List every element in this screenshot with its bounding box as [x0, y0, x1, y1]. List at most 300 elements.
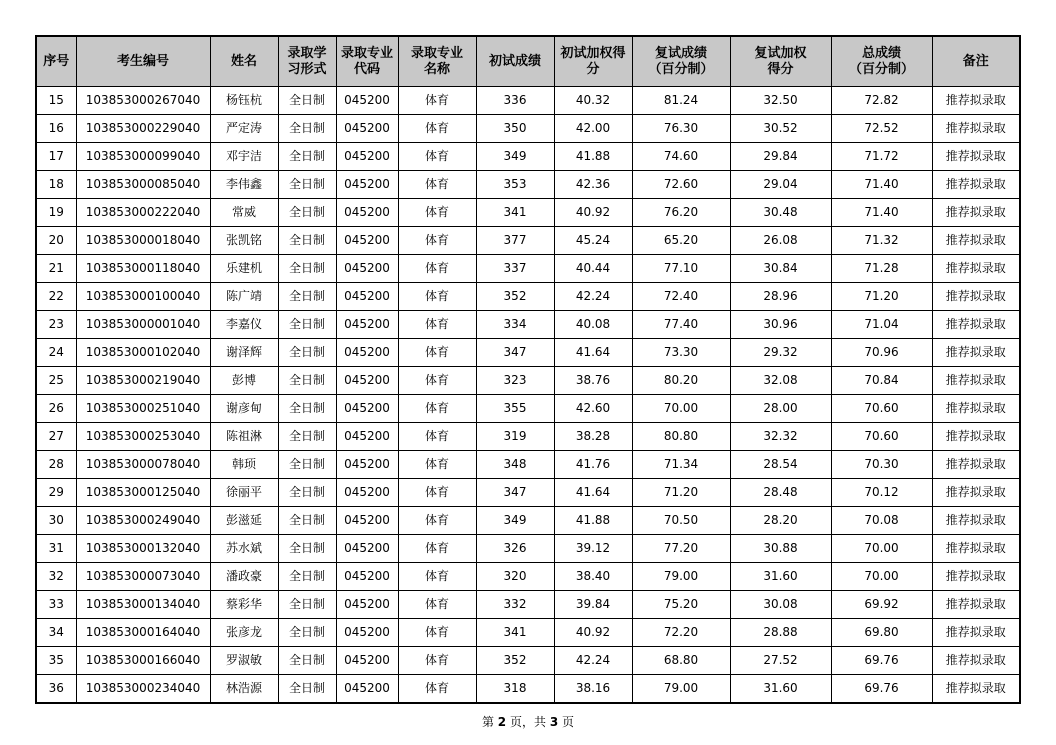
cell-major-name: 体育	[398, 255, 476, 283]
cell-total-score: 69.76	[831, 675, 932, 704]
cell-retest-weighted: 30.48	[730, 199, 831, 227]
header-major-code: 录取专业 代码	[336, 36, 398, 87]
cell-remark: 推荐拟录取	[932, 227, 1020, 255]
header-seq: 序号	[36, 36, 76, 87]
cell-major-name: 体育	[398, 367, 476, 395]
cell-total-score: 70.12	[831, 479, 932, 507]
cell-retest-weighted: 28.00	[730, 395, 831, 423]
cell-retest-weighted: 29.84	[730, 143, 831, 171]
table-row	[36, 311, 1020, 339]
cell-name: 张彦龙	[210, 619, 278, 647]
cell-retest-score: 79.00	[632, 675, 730, 704]
cell-name: 谢彦甸	[210, 395, 278, 423]
cell-name: 罗淑敏	[210, 647, 278, 675]
cell-major-code: 045200	[336, 87, 398, 115]
cell-retest-score: 76.30	[632, 115, 730, 143]
cell-retest-score: 77.20	[632, 535, 730, 563]
cell-major-code: 045200	[336, 591, 398, 619]
cell-seq: 35	[36, 647, 76, 675]
cell-major-name: 体育	[398, 675, 476, 704]
cell-initial-score: 347	[476, 339, 554, 367]
cell-initial-score: 349	[476, 507, 554, 535]
page-footer	[0, 713, 1056, 730]
cell-major-name: 体育	[398, 619, 476, 647]
cell-remark: 推荐拟录取	[932, 367, 1020, 395]
header-major-name: 录取专业 名称	[398, 36, 476, 87]
cell-study-form: 全日制	[278, 115, 336, 143]
cell-major-code: 045200	[336, 395, 398, 423]
cell-initial-weighted: 38.16	[554, 675, 632, 704]
cell-name: 陈祖淋	[210, 423, 278, 451]
cell-retest-weighted: 28.54	[730, 451, 831, 479]
cell-study-form: 全日制	[278, 227, 336, 255]
cell-retest-weighted: 28.48	[730, 479, 831, 507]
cell-retest-score: 72.40	[632, 283, 730, 311]
cell-seq: 16	[36, 115, 76, 143]
cell-initial-score: 350	[476, 115, 554, 143]
cell-initial-score: 341	[476, 619, 554, 647]
cell-initial-score: 320	[476, 563, 554, 591]
cell-remark: 推荐拟录取	[932, 675, 1020, 704]
cell-study-form: 全日制	[278, 311, 336, 339]
cell-retest-weighted: 29.04	[730, 171, 831, 199]
cell-exam-id: 103853000134040	[76, 591, 210, 619]
cell-retest-weighted: 29.32	[730, 339, 831, 367]
cell-study-form: 全日制	[278, 479, 336, 507]
cell-initial-weighted: 45.24	[554, 227, 632, 255]
cell-retest-weighted: 27.52	[730, 647, 831, 675]
table-row	[36, 423, 1020, 451]
cell-major-code: 045200	[336, 535, 398, 563]
cell-remark: 推荐拟录取	[932, 451, 1020, 479]
cell-exam-id: 103853000267040	[76, 87, 210, 115]
cell-major-code: 045200	[336, 451, 398, 479]
cell-retest-weighted: 30.08	[730, 591, 831, 619]
cell-initial-weighted: 42.00	[554, 115, 632, 143]
cell-seq: 34	[36, 619, 76, 647]
footer-total-pages: 3	[549, 715, 559, 729]
cell-retest-weighted: 28.96	[730, 283, 831, 311]
cell-seq: 17	[36, 143, 76, 171]
cell-major-code: 045200	[336, 115, 398, 143]
table-row	[36, 339, 1020, 367]
cell-retest-score: 80.80	[632, 423, 730, 451]
cell-initial-score: 319	[476, 423, 554, 451]
table-row	[36, 171, 1020, 199]
cell-seq: 25	[36, 367, 76, 395]
footer-middle: 页，共	[509, 715, 546, 729]
cell-initial-score: 352	[476, 647, 554, 675]
cell-major-code: 045200	[336, 311, 398, 339]
cell-retest-score: 72.20	[632, 619, 730, 647]
cell-initial-score: 334	[476, 311, 554, 339]
cell-exam-id: 103853000078040	[76, 451, 210, 479]
cell-seq: 28	[36, 451, 76, 479]
cell-remark: 推荐拟录取	[932, 395, 1020, 423]
cell-study-form: 全日制	[278, 143, 336, 171]
cell-name: 陈广靖	[210, 283, 278, 311]
cell-name: 韩顼	[210, 451, 278, 479]
cell-remark: 推荐拟录取	[932, 507, 1020, 535]
cell-seq: 19	[36, 199, 76, 227]
cell-total-score: 70.00	[831, 535, 932, 563]
cell-remark: 推荐拟录取	[932, 255, 1020, 283]
cell-study-form: 全日制	[278, 171, 336, 199]
cell-initial-score: 326	[476, 535, 554, 563]
header-row	[36, 36, 1020, 87]
table-row	[36, 283, 1020, 311]
header-retest-score: 复试成绩 （百分制）	[632, 36, 730, 87]
cell-initial-weighted: 42.60	[554, 395, 632, 423]
cell-initial-weighted: 40.92	[554, 199, 632, 227]
cell-total-score: 71.20	[831, 283, 932, 311]
cell-major-code: 045200	[336, 199, 398, 227]
cell-initial-weighted: 38.28	[554, 423, 632, 451]
cell-retest-score: 77.10	[632, 255, 730, 283]
cell-initial-score: 336	[476, 87, 554, 115]
cell-exam-id: 103853000219040	[76, 367, 210, 395]
cell-study-form: 全日制	[278, 647, 336, 675]
cell-seq: 26	[36, 395, 76, 423]
cell-total-score: 71.72	[831, 143, 932, 171]
cell-study-form: 全日制	[278, 395, 336, 423]
cell-seq: 22	[36, 283, 76, 311]
cell-retest-weighted: 30.84	[730, 255, 831, 283]
cell-initial-weighted: 40.32	[554, 87, 632, 115]
cell-seq: 29	[36, 479, 76, 507]
cell-remark: 推荐拟录取	[932, 619, 1020, 647]
cell-retest-score: 74.60	[632, 143, 730, 171]
cell-retest-score: 77.40	[632, 311, 730, 339]
cell-retest-weighted: 30.52	[730, 115, 831, 143]
table-row	[36, 507, 1020, 535]
cell-total-score: 72.52	[831, 115, 932, 143]
cell-initial-weighted: 42.24	[554, 647, 632, 675]
cell-initial-weighted: 41.88	[554, 507, 632, 535]
cell-initial-weighted: 38.76	[554, 367, 632, 395]
cell-name: 徐丽平	[210, 479, 278, 507]
cell-total-score: 70.60	[831, 423, 932, 451]
cell-exam-id: 103853000132040	[76, 535, 210, 563]
cell-name: 蔡彩华	[210, 591, 278, 619]
cell-study-form: 全日制	[278, 507, 336, 535]
cell-major-code: 045200	[336, 255, 398, 283]
cell-initial-score: 348	[476, 451, 554, 479]
cell-retest-weighted: 32.32	[730, 423, 831, 451]
header-retest-weighted: 复试加权 得分	[730, 36, 831, 87]
header-initial-weighted: 初试加权得 分	[554, 36, 632, 87]
table-row	[36, 451, 1020, 479]
cell-initial-weighted: 38.40	[554, 563, 632, 591]
cell-initial-score: 332	[476, 591, 554, 619]
cell-major-code: 045200	[336, 675, 398, 704]
cell-exam-id: 103853000102040	[76, 339, 210, 367]
cell-initial-score: 318	[476, 675, 554, 704]
cell-exam-id: 103853000164040	[76, 619, 210, 647]
cell-total-score: 71.40	[831, 199, 932, 227]
cell-initial-weighted: 42.36	[554, 171, 632, 199]
cell-remark: 推荐拟录取	[932, 479, 1020, 507]
cell-name: 李嘉仪	[210, 311, 278, 339]
cell-major-code: 045200	[336, 619, 398, 647]
cell-total-score: 71.04	[831, 311, 932, 339]
cell-exam-id: 103853000253040	[76, 423, 210, 451]
cell-major-name: 体育	[398, 535, 476, 563]
cell-major-name: 体育	[398, 591, 476, 619]
cell-major-name: 体育	[398, 479, 476, 507]
cell-study-form: 全日制	[278, 339, 336, 367]
cell-major-code: 045200	[336, 507, 398, 535]
cell-retest-weighted: 31.60	[730, 675, 831, 704]
header-total-score: 总成绩 （百分制）	[831, 36, 932, 87]
cell-exam-id: 103853000085040	[76, 171, 210, 199]
cell-seq: 23	[36, 311, 76, 339]
cell-initial-score: 353	[476, 171, 554, 199]
table-row	[36, 199, 1020, 227]
cell-total-score: 70.60	[831, 395, 932, 423]
cell-exam-id: 103853000249040	[76, 507, 210, 535]
cell-exam-id: 103853000234040	[76, 675, 210, 704]
cell-initial-weighted: 41.88	[554, 143, 632, 171]
cell-total-score: 70.00	[831, 563, 932, 591]
table-row	[36, 255, 1020, 283]
cell-total-score: 70.30	[831, 451, 932, 479]
cell-major-code: 045200	[336, 367, 398, 395]
cell-total-score: 72.82	[831, 87, 932, 115]
cell-retest-weighted: 32.50	[730, 87, 831, 115]
cell-total-score: 70.84	[831, 367, 932, 395]
cell-initial-score: 377	[476, 227, 554, 255]
cell-seq: 33	[36, 591, 76, 619]
cell-retest-score: 76.20	[632, 199, 730, 227]
cell-study-form: 全日制	[278, 283, 336, 311]
cell-seq: 36	[36, 675, 76, 704]
cell-exam-id: 103853000166040	[76, 647, 210, 675]
cell-total-score: 70.96	[831, 339, 932, 367]
cell-name: 乐建机	[210, 255, 278, 283]
cell-name: 张凯铭	[210, 227, 278, 255]
cell-study-form: 全日制	[278, 199, 336, 227]
cell-retest-weighted: 32.08	[730, 367, 831, 395]
cell-exam-id: 103853000073040	[76, 563, 210, 591]
cell-major-code: 045200	[336, 563, 398, 591]
header-initial-score: 初试成绩	[476, 36, 554, 87]
cell-initial-score: 323	[476, 367, 554, 395]
cell-remark: 推荐拟录取	[932, 171, 1020, 199]
cell-remark: 推荐拟录取	[932, 647, 1020, 675]
cell-initial-weighted: 41.64	[554, 339, 632, 367]
cell-initial-weighted: 39.84	[554, 591, 632, 619]
table-row	[36, 563, 1020, 591]
table-row	[36, 479, 1020, 507]
document-page	[35, 35, 1019, 704]
cell-retest-score: 73.30	[632, 339, 730, 367]
cell-study-form: 全日制	[278, 423, 336, 451]
cell-exam-id: 103853000001040	[76, 311, 210, 339]
cell-retest-score: 71.20	[632, 479, 730, 507]
cell-name: 彭滋延	[210, 507, 278, 535]
cell-retest-score: 65.20	[632, 227, 730, 255]
table-row	[36, 591, 1020, 619]
cell-study-form: 全日制	[278, 619, 336, 647]
header-name: 姓名	[210, 36, 278, 87]
cell-name: 严定涛	[210, 115, 278, 143]
cell-remark: 推荐拟录取	[932, 339, 1020, 367]
cell-major-code: 045200	[336, 647, 398, 675]
cell-retest-weighted: 31.60	[730, 563, 831, 591]
cell-study-form: 全日制	[278, 563, 336, 591]
cell-study-form: 全日制	[278, 535, 336, 563]
cell-name: 常威	[210, 199, 278, 227]
cell-major-code: 045200	[336, 143, 398, 171]
cell-remark: 推荐拟录取	[932, 563, 1020, 591]
cell-seq: 30	[36, 507, 76, 535]
cell-major-name: 体育	[398, 563, 476, 591]
cell-initial-score: 341	[476, 199, 554, 227]
cell-seq: 27	[36, 423, 76, 451]
cell-major-name: 体育	[398, 87, 476, 115]
table-row	[36, 619, 1020, 647]
cell-initial-weighted: 39.12	[554, 535, 632, 563]
cell-name: 杨钰杭	[210, 87, 278, 115]
footer-prefix: 第	[481, 715, 494, 729]
cell-seq: 32	[36, 563, 76, 591]
cell-name: 李伟鑫	[210, 171, 278, 199]
cell-retest-score: 81.24	[632, 87, 730, 115]
cell-major-name: 体育	[398, 171, 476, 199]
cell-name: 谢泽辉	[210, 339, 278, 367]
cell-major-name: 体育	[398, 423, 476, 451]
table-row	[36, 143, 1020, 171]
cell-total-score: 70.08	[831, 507, 932, 535]
cell-initial-score: 347	[476, 479, 554, 507]
table-body	[36, 87, 1020, 704]
cell-major-name: 体育	[398, 143, 476, 171]
cell-retest-score: 79.00	[632, 563, 730, 591]
cell-retest-score: 71.34	[632, 451, 730, 479]
cell-remark: 推荐拟录取	[932, 311, 1020, 339]
cell-initial-weighted: 42.24	[554, 283, 632, 311]
cell-initial-weighted: 41.76	[554, 451, 632, 479]
cell-seq: 15	[36, 87, 76, 115]
cell-major-code: 045200	[336, 171, 398, 199]
cell-exam-id: 103853000018040	[76, 227, 210, 255]
cell-retest-score: 68.80	[632, 647, 730, 675]
cell-seq: 21	[36, 255, 76, 283]
table-row	[36, 87, 1020, 115]
cell-seq: 24	[36, 339, 76, 367]
cell-name: 潘政豪	[210, 563, 278, 591]
cell-retest-score: 70.00	[632, 395, 730, 423]
cell-study-form: 全日制	[278, 87, 336, 115]
cell-retest-weighted: 28.20	[730, 507, 831, 535]
cell-major-code: 045200	[336, 423, 398, 451]
cell-major-name: 体育	[398, 311, 476, 339]
cell-initial-score: 352	[476, 283, 554, 311]
cell-initial-weighted: 40.92	[554, 619, 632, 647]
cell-remark: 推荐拟录取	[932, 591, 1020, 619]
cell-initial-score: 355	[476, 395, 554, 423]
header-exam-id: 考生编号	[76, 36, 210, 87]
cell-name: 邓宇洁	[210, 143, 278, 171]
cell-study-form: 全日制	[278, 367, 336, 395]
cell-retest-score: 72.60	[632, 171, 730, 199]
table-row	[36, 647, 1020, 675]
cell-major-name: 体育	[398, 451, 476, 479]
header-remark: 备注	[932, 36, 1020, 87]
table-row	[36, 395, 1020, 423]
cell-retest-score: 70.50	[632, 507, 730, 535]
cell-exam-id: 103853000099040	[76, 143, 210, 171]
cell-major-name: 体育	[398, 395, 476, 423]
cell-seq: 20	[36, 227, 76, 255]
cell-exam-id: 103853000222040	[76, 199, 210, 227]
cell-initial-score: 349	[476, 143, 554, 171]
footer-suffix: 页	[562, 715, 575, 729]
admission-table	[35, 35, 1021, 704]
cell-remark: 推荐拟录取	[932, 283, 1020, 311]
cell-exam-id: 103853000251040	[76, 395, 210, 423]
cell-retest-weighted: 30.96	[730, 311, 831, 339]
cell-major-code: 045200	[336, 479, 398, 507]
table-row	[36, 535, 1020, 563]
cell-study-form: 全日制	[278, 451, 336, 479]
cell-major-code: 045200	[336, 283, 398, 311]
cell-retest-score: 80.20	[632, 367, 730, 395]
cell-remark: 推荐拟录取	[932, 199, 1020, 227]
cell-name: 林浩源	[210, 675, 278, 704]
cell-retest-score: 75.20	[632, 591, 730, 619]
cell-major-name: 体育	[398, 507, 476, 535]
cell-name: 彭博	[210, 367, 278, 395]
table-row	[36, 227, 1020, 255]
cell-remark: 推荐拟录取	[932, 115, 1020, 143]
cell-major-name: 体育	[398, 199, 476, 227]
cell-major-code: 045200	[336, 227, 398, 255]
cell-retest-weighted: 26.08	[730, 227, 831, 255]
cell-initial-weighted: 41.64	[554, 479, 632, 507]
cell-seq: 31	[36, 535, 76, 563]
cell-major-name: 体育	[398, 227, 476, 255]
cell-major-name: 体育	[398, 115, 476, 143]
table-row	[36, 115, 1020, 143]
cell-major-code: 045200	[336, 339, 398, 367]
cell-retest-weighted: 28.88	[730, 619, 831, 647]
footer-page-number: 2	[497, 715, 507, 729]
cell-major-name: 体育	[398, 283, 476, 311]
cell-major-name: 体育	[398, 647, 476, 675]
cell-remark: 推荐拟录取	[932, 423, 1020, 451]
cell-exam-id: 103853000118040	[76, 255, 210, 283]
cell-retest-weighted: 30.88	[730, 535, 831, 563]
cell-exam-id: 103853000125040	[76, 479, 210, 507]
cell-exam-id: 103853000229040	[76, 115, 210, 143]
header-study-form: 录取学 习形式	[278, 36, 336, 87]
cell-total-score: 69.80	[831, 619, 932, 647]
cell-initial-weighted: 40.08	[554, 311, 632, 339]
cell-study-form: 全日制	[278, 591, 336, 619]
cell-initial-weighted: 40.44	[554, 255, 632, 283]
cell-total-score: 71.32	[831, 227, 932, 255]
table-row	[36, 367, 1020, 395]
cell-study-form: 全日制	[278, 675, 336, 704]
cell-exam-id: 103853000100040	[76, 283, 210, 311]
cell-remark: 推荐拟录取	[932, 143, 1020, 171]
cell-initial-score: 337	[476, 255, 554, 283]
cell-remark: 推荐拟录取	[932, 535, 1020, 563]
cell-total-score: 71.28	[831, 255, 932, 283]
cell-total-score: 69.92	[831, 591, 932, 619]
